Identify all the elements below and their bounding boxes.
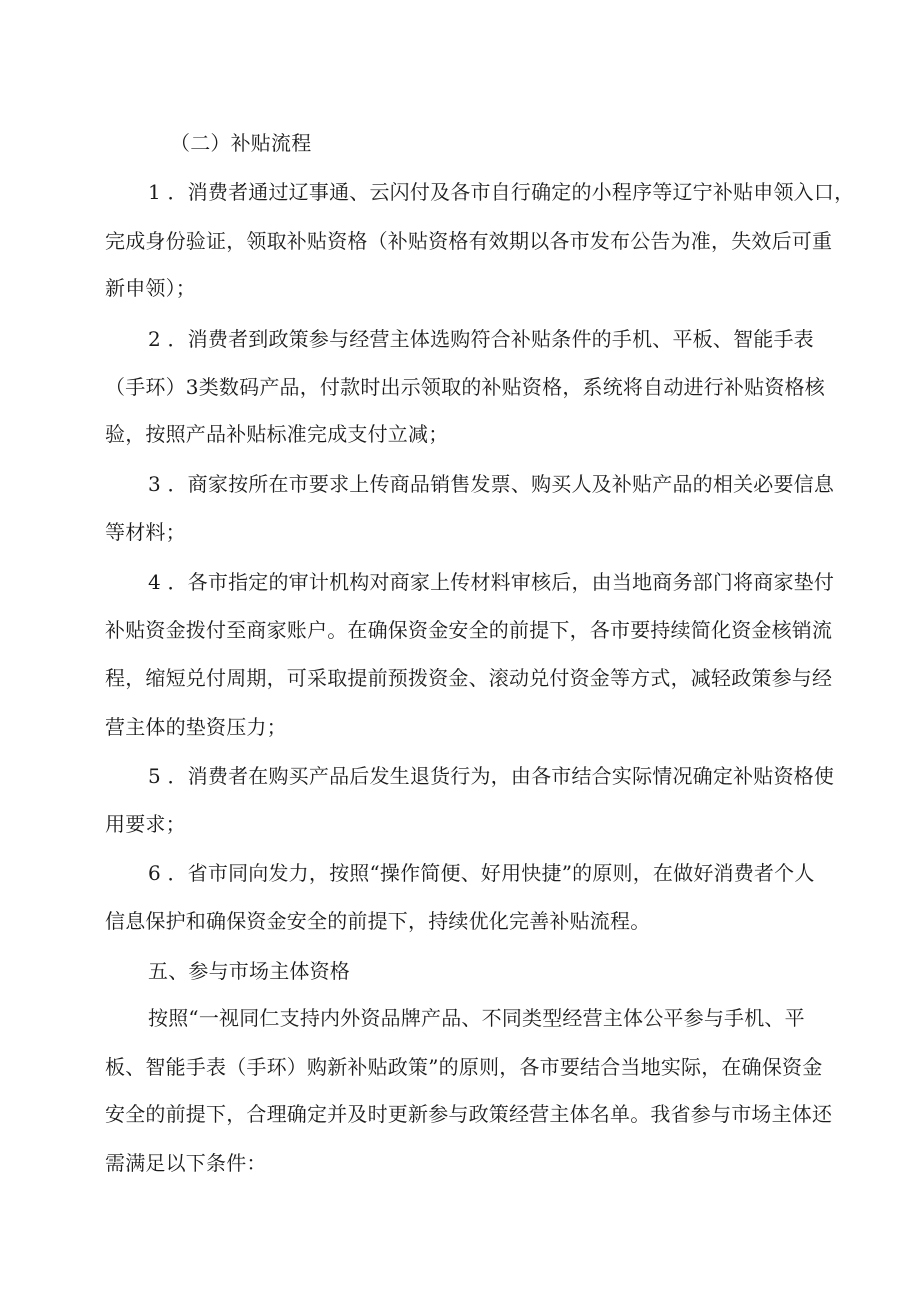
item-4-line-2: 补贴资金拨付至商家账户。在确保资金安全的前提下，各市要持续简化资金核销流: [105, 618, 833, 642]
item-5-line-2: 用要求；: [105, 812, 186, 836]
item-2-line-1: 2 ．消费者到政策参与经营主体选购符合补贴条件的手机、平板、智能手表: [148, 327, 814, 351]
item-5-line-1: 5 ．消费者在购买产品后发生退货行为，由各市结合实际情况确定补贴资格使: [148, 764, 835, 788]
item-2-line-2: （手环）3类数码产品，付款时出示领取的补贴资格，系统将自动进行补贴资格核: [105, 375, 825, 399]
item-4-line-4: 营主体的垫资压力；: [105, 715, 287, 739]
section-heading-subsidy-process: （二）补贴流程: [170, 131, 312, 155]
item-1-line-3: 新申领）；: [105, 276, 196, 300]
para-line-2: 板、智能手表（手环）购新补贴政策”的原则，各市要结合当地实际，在确保资金: [105, 1055, 823, 1079]
item-4-line-1: 4 ．各市指定的审计机构对商家上传材料审核后，由当地商务部门将商家垫付: [148, 570, 835, 594]
item-1-line-1: 1 ．消费者通过辽事通、云闪付及各市自行确定的小程序等辽宁补贴申领入口，: [148, 180, 855, 204]
item-6-line-1: 6 ．省市同向发力，按照“操作简便、好用快捷”的原则，在做好消费者个人: [148, 861, 815, 885]
item-1-line-2: 完成身份验证，领取补贴资格（补贴资格有效期以各市发布公告为准，失效后可重: [105, 229, 833, 253]
para-line-4: 需满足以下条件：: [105, 1151, 267, 1175]
para-line-1: 按照“一视同仁支持内外资品牌产品、不同类型经营主体公平参与手机、平: [148, 1006, 805, 1030]
section-heading-market-eligibility: 五、参与市场主体资格: [148, 959, 350, 983]
item-2-line-3: 验，按照产品补贴标准完成支付立减；: [105, 422, 449, 446]
para-line-3: 安全的前提下，合理确定并及时更新参与政策经营主体名单。我省参与市场主体还: [105, 1102, 833, 1126]
item-4-line-3: 程，缩短兑付周期，可采取提前预拨资金、滚动兑付资金等方式，减轻政策参与经: [105, 666, 833, 690]
item-3-line-1: 3 ．商家按所在市要求上传商品销售发票、购买人及补贴产品的相关必要信息: [148, 472, 835, 496]
item-3-line-2: 等材料；: [105, 520, 186, 544]
item-6-line-2: 信息保护和确保资金安全的前提下，持续优化完善补贴流程。: [105, 909, 651, 933]
